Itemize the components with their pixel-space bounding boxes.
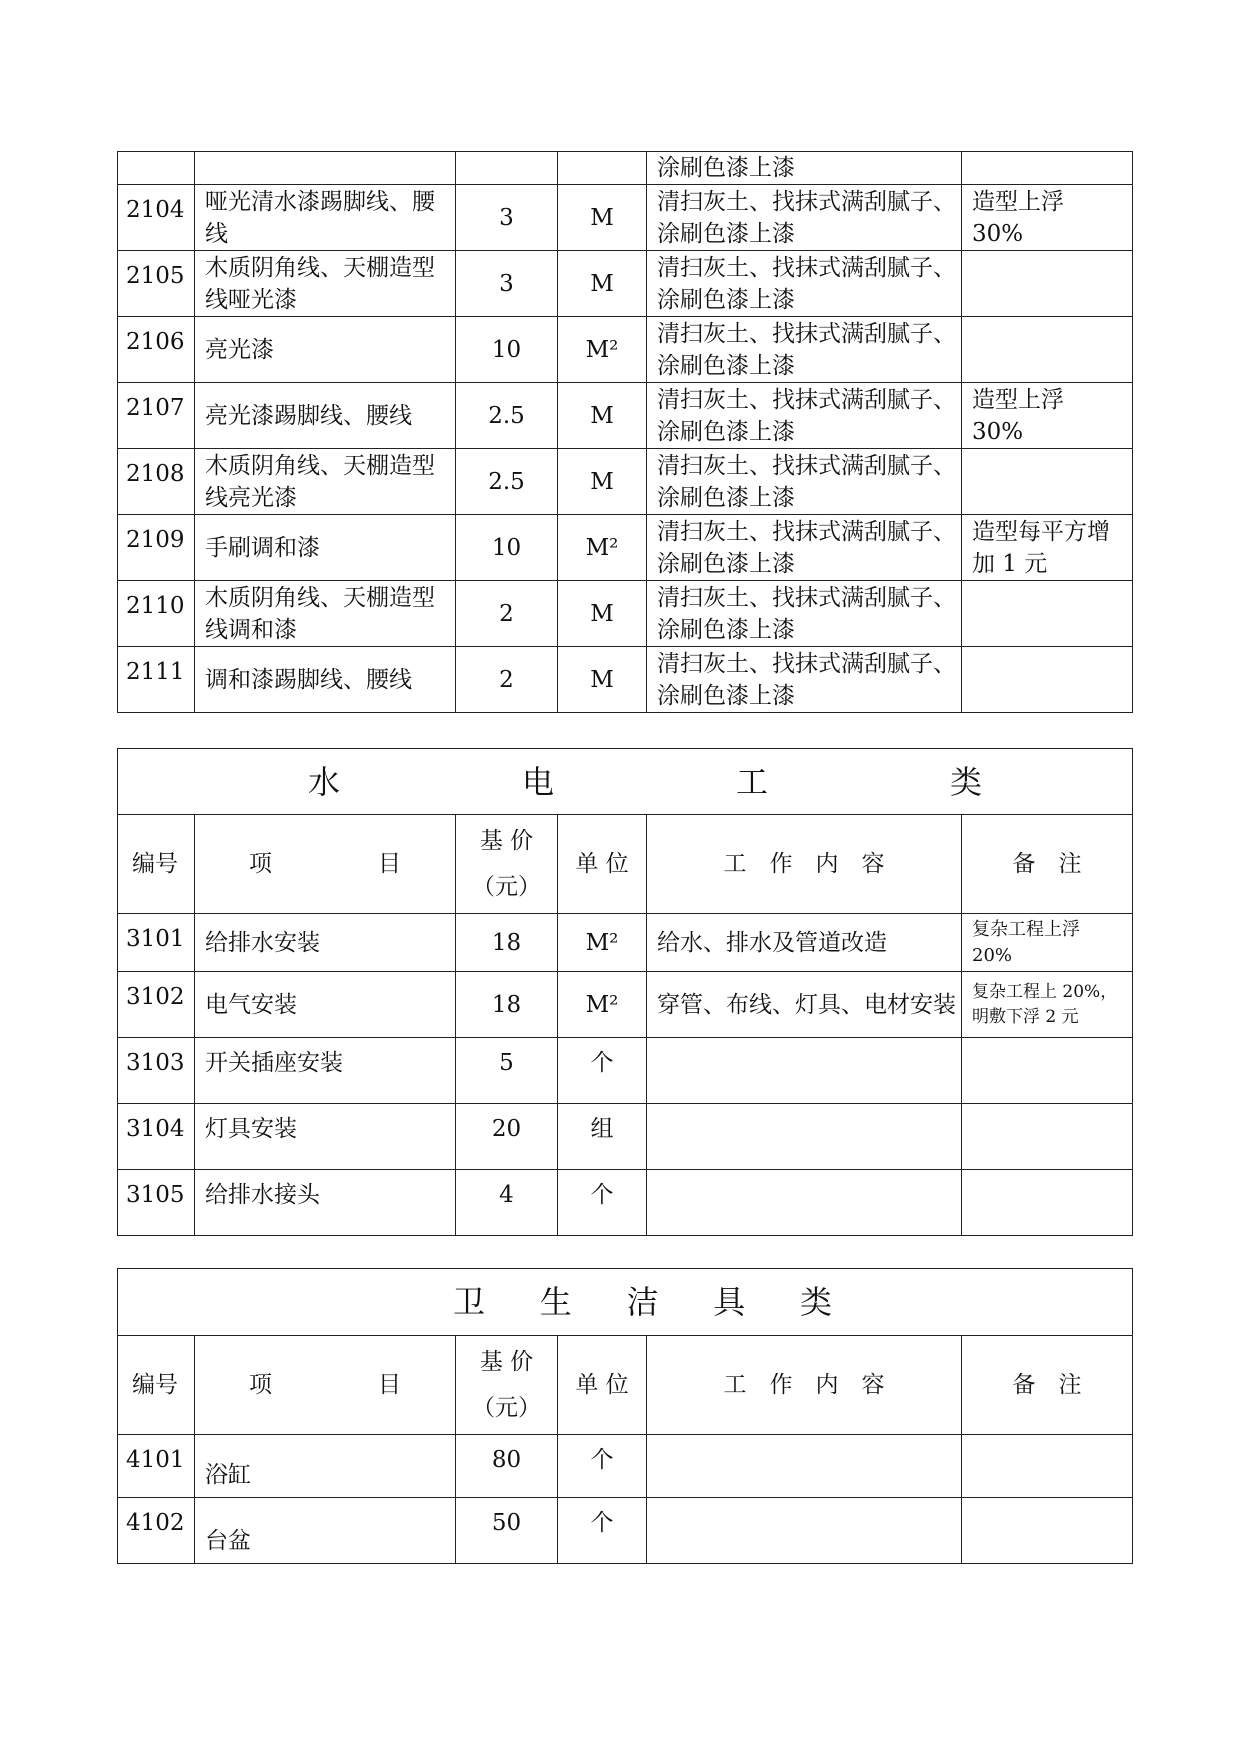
item-name: 给排水接头 xyxy=(195,1170,456,1236)
base-price: 10 xyxy=(456,515,558,581)
section-title xyxy=(118,749,1133,815)
item-name: 手刷调和漆 xyxy=(195,515,456,581)
item-number: 4101 xyxy=(118,1435,195,1498)
header-number: 编号 xyxy=(118,1336,195,1435)
unit: M² xyxy=(558,317,647,383)
unit: M² xyxy=(558,914,647,972)
work-content: 清扫灰土、找抹式满刮腻子、涂刷色漆上漆 xyxy=(647,581,962,647)
base-price: 18 xyxy=(456,914,558,972)
table-row xyxy=(118,1435,1133,1498)
header-note: 备 注 xyxy=(962,815,1133,914)
work-content: 清扫灰土、找抹式满刮腻子、涂刷色漆上漆 xyxy=(647,647,962,713)
remark: 复杂工程上 20%，明敷下浮 2 元 xyxy=(962,972,1133,1038)
base-price: 2 xyxy=(456,581,558,647)
base-price: 18 xyxy=(456,972,558,1038)
header-item xyxy=(195,815,456,914)
unit: M² xyxy=(558,972,647,1038)
remark xyxy=(962,1498,1133,1564)
base-price: 20 xyxy=(456,1104,558,1170)
item-number: 4102 xyxy=(118,1498,195,1564)
work-content: 清扫灰土、找抹式满刮腻子、涂刷色漆上漆 xyxy=(647,515,962,581)
header-row xyxy=(118,815,1133,914)
header-price-b: （元） xyxy=(472,874,541,900)
title-char: 水 xyxy=(308,762,341,801)
base-price: 5 xyxy=(456,1038,558,1104)
base-price: 3 xyxy=(456,251,558,317)
unit: M² xyxy=(558,515,647,581)
table-row xyxy=(118,1104,1133,1170)
header-unit: 单 位 xyxy=(558,815,647,914)
sanitary-ware-table xyxy=(117,1268,1133,1564)
unit: 组 xyxy=(558,1104,647,1170)
title-char: 类 xyxy=(800,1283,833,1321)
cell-empty xyxy=(558,152,647,185)
item-number: 3104 xyxy=(118,1104,195,1170)
table-row xyxy=(118,515,1133,581)
base-price: 3 xyxy=(456,185,558,251)
remark xyxy=(962,317,1133,383)
header-price xyxy=(456,815,558,914)
remark xyxy=(962,647,1133,713)
table-row xyxy=(118,251,1133,317)
unit: M xyxy=(558,581,647,647)
work-content xyxy=(647,1498,962,1564)
title-char: 洁 xyxy=(626,1283,659,1321)
title-char: 电 xyxy=(522,762,555,801)
item-number: 2109 xyxy=(118,515,195,581)
table-row xyxy=(118,317,1133,383)
table-row xyxy=(118,383,1133,449)
table-row xyxy=(118,972,1133,1038)
header-price-a: 基 价 xyxy=(479,1349,534,1375)
table-row xyxy=(118,914,1133,972)
item-name: 木质阴角线、天棚造型线哑光漆 xyxy=(195,251,456,317)
cell-empty xyxy=(962,152,1133,185)
header-item-b: 目 xyxy=(378,1372,401,1398)
item-name: 木质阴角线、天棚造型线亮光漆 xyxy=(195,449,456,515)
item-name: 给排水安装 xyxy=(195,914,456,972)
unit: 个 xyxy=(558,1038,647,1104)
table-row xyxy=(118,1038,1133,1104)
remark: 造型上浮 30% xyxy=(962,185,1133,251)
remark xyxy=(962,1170,1133,1236)
title-char: 具 xyxy=(713,1283,746,1321)
unit: 个 xyxy=(558,1170,647,1236)
title-char: 工 xyxy=(736,762,769,801)
table-row xyxy=(118,185,1133,251)
base-price: 2 xyxy=(456,647,558,713)
header-price xyxy=(456,1336,558,1435)
work-content: 清扫灰土、找抹式满刮腻子、涂刷色漆上漆 xyxy=(647,317,962,383)
item-number: 3102 xyxy=(118,972,195,1038)
unit: M xyxy=(558,383,647,449)
item-number: 2111 xyxy=(118,647,195,713)
base-price: 2.5 xyxy=(456,383,558,449)
cell-empty xyxy=(195,152,456,185)
header-item xyxy=(195,1336,456,1435)
section-title-row xyxy=(118,749,1133,815)
base-price: 10 xyxy=(456,317,558,383)
work-content xyxy=(647,1170,962,1236)
item-name: 木质阴角线、天棚造型线调和漆 xyxy=(195,581,456,647)
unit: M xyxy=(558,185,647,251)
title-char: 卫 xyxy=(453,1283,486,1321)
remark: 造型每平方增加 1 元 xyxy=(962,515,1133,581)
item-name: 灯具安装 xyxy=(195,1104,456,1170)
unit: M xyxy=(558,449,647,515)
work-content: 涂刷色漆上漆 xyxy=(647,152,962,185)
header-number: 编号 xyxy=(118,815,195,914)
work-content xyxy=(647,1435,962,1498)
work-content: 清扫灰土、找抹式满刮腻子、涂刷色漆上漆 xyxy=(647,449,962,515)
painting-table xyxy=(117,151,1133,713)
item-number: 2105 xyxy=(118,251,195,317)
item-name: 浴缸 xyxy=(195,1435,456,1498)
item-number: 2107 xyxy=(118,383,195,449)
header-item-a: 项 xyxy=(249,1372,272,1398)
remark xyxy=(962,581,1133,647)
base-price: 50 xyxy=(456,1498,558,1564)
header-work: 工 作 内 容 xyxy=(647,815,962,914)
title-char: 类 xyxy=(950,762,983,801)
item-number: 3101 xyxy=(118,914,195,972)
remark xyxy=(962,1038,1133,1104)
remark xyxy=(962,251,1133,317)
item-name: 调和漆踢脚线、腰线 xyxy=(195,647,456,713)
item-name: 亮光漆踢脚线、腰线 xyxy=(195,383,456,449)
work-content: 穿管、布线、灯具、电材安装 xyxy=(647,972,962,1038)
work-content: 给水、排水及管道改造 xyxy=(647,914,962,972)
item-number: 3105 xyxy=(118,1170,195,1236)
remark: 复杂工程上浮 20% xyxy=(962,914,1133,972)
base-price: 2.5 xyxy=(456,449,558,515)
unit: M xyxy=(558,251,647,317)
item-number: 2110 xyxy=(118,581,195,647)
table-row xyxy=(118,152,1133,185)
work-content: 清扫灰土、找抹式满刮腻子、涂刷色漆上漆 xyxy=(647,383,962,449)
item-name: 开关插座安装 xyxy=(195,1038,456,1104)
table-row xyxy=(118,1498,1133,1564)
plumbing-electrical-table xyxy=(117,748,1133,1236)
section-title-row xyxy=(118,1269,1133,1336)
item-name: 台盆 xyxy=(195,1498,456,1564)
remark xyxy=(962,1435,1133,1498)
header-price-a: 基 价 xyxy=(479,828,534,854)
item-number: 2106 xyxy=(118,317,195,383)
item-number: 2108 xyxy=(118,449,195,515)
work-content: 清扫灰土、找抹式满刮腻子、涂刷色漆上漆 xyxy=(647,251,962,317)
work-content: 清扫灰土、找抹式满刮腻子、涂刷色漆上漆 xyxy=(647,185,962,251)
work-content xyxy=(647,1038,962,1104)
item-number: 2104 xyxy=(118,185,195,251)
item-name: 亮光漆 xyxy=(195,317,456,383)
item-number: 3103 xyxy=(118,1038,195,1104)
header-item-a: 项 xyxy=(249,851,272,877)
base-price: 80 xyxy=(456,1435,558,1498)
table-row xyxy=(118,647,1133,713)
header-row xyxy=(118,1336,1133,1435)
title-char: 生 xyxy=(539,1283,572,1321)
table-row xyxy=(118,581,1133,647)
table-row xyxy=(118,449,1133,515)
item-name: 哑光清水漆踢脚线、腰线 xyxy=(195,185,456,251)
remark xyxy=(962,1104,1133,1170)
cell-empty xyxy=(118,152,195,185)
header-item-b: 目 xyxy=(378,851,401,877)
header-unit: 单 位 xyxy=(558,1336,647,1435)
unit: 个 xyxy=(558,1435,647,1498)
section-title xyxy=(118,1269,1133,1336)
remark: 造型上浮 30% xyxy=(962,383,1133,449)
header-work: 工 作 内 容 xyxy=(647,1336,962,1435)
cell-empty xyxy=(456,152,558,185)
base-price: 4 xyxy=(456,1170,558,1236)
work-content xyxy=(647,1104,962,1170)
unit: 个 xyxy=(558,1498,647,1564)
header-note: 备 注 xyxy=(962,1336,1133,1435)
remark xyxy=(962,449,1133,515)
header-price-b: （元） xyxy=(472,1395,541,1421)
table-row xyxy=(118,1170,1133,1236)
unit: M xyxy=(558,647,647,713)
item-name: 电气安装 xyxy=(195,972,456,1038)
